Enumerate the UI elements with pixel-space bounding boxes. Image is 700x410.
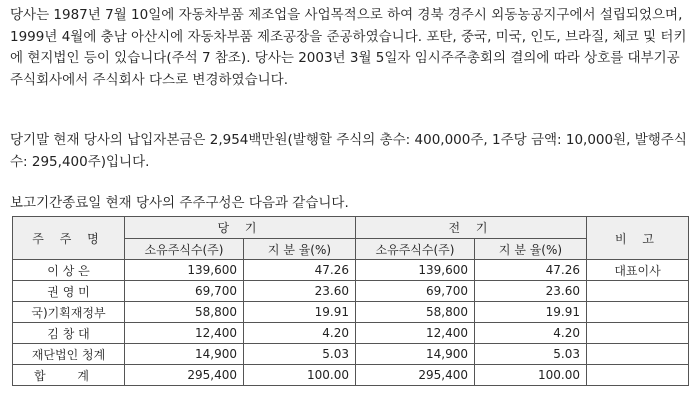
current-shares: 58,800 bbox=[125, 302, 244, 323]
prior-shares: 69,700 bbox=[356, 281, 475, 302]
current-shares: 139,600 bbox=[125, 260, 244, 281]
table-row bbox=[13, 323, 689, 344]
prior-ratio: 47.26 bbox=[475, 260, 587, 281]
row-note: 대표이사 bbox=[587, 260, 689, 281]
header-prior-shares: 소유주식수(주) bbox=[356, 239, 475, 260]
prior-shares: 58,800 bbox=[356, 302, 475, 323]
header-prior-ratio: 지 분 율(%) bbox=[475, 239, 587, 260]
company-overview-paragraph: 당사는 1987년 7월 10일에 자동차부품 제조업을 사업목적으로 하여 경북 경주시 외동농공지구에서 설립되었으며, 1999년 4월에 충남 아산시에 자동차부품 제조공장을 준공하였습니다. 포탄, 중국, 미국, 인도, 브라질, 체코 및 터키에 현지법인 등이 있습니다(주석 7 참조). 당사는 2003년 3월 5일자 임시주주총회의 결의에 따라 상호를 대부기공주식회사에서 주식회사 다스로 변경하였습니다. bbox=[10, 7, 687, 88]
row-note bbox=[587, 365, 689, 386]
table-row bbox=[13, 260, 689, 281]
current-ratio: 23.60 bbox=[244, 281, 356, 302]
row-note bbox=[587, 281, 689, 302]
shareholder-name: 이 상 은 bbox=[13, 260, 125, 281]
current-shares: 12,400 bbox=[125, 323, 244, 344]
current-ratio-total: 100.00 bbox=[244, 365, 356, 386]
current-shares-total: 295,400 bbox=[125, 365, 244, 386]
shareholder-name: 국)기획재정부 bbox=[13, 302, 125, 323]
row-note bbox=[587, 323, 689, 344]
current-ratio: 5.03 bbox=[244, 344, 356, 365]
current-shares: 69,700 bbox=[125, 281, 244, 302]
table-total-row bbox=[13, 365, 689, 386]
current-shares: 14,900 bbox=[125, 344, 244, 365]
table-row bbox=[13, 344, 689, 365]
prior-ratio: 5.03 bbox=[475, 344, 587, 365]
table-header-row bbox=[13, 217, 689, 239]
header-current-period: 당 기 bbox=[125, 217, 356, 239]
shareholder-name: 권 영 미 bbox=[13, 281, 125, 302]
shareholder-table bbox=[12, 216, 689, 386]
shareholder-intro-paragraph: 보고기간종료일 현재 당사의 주주구성은 다음과 같습니다. bbox=[10, 195, 349, 211]
row-note bbox=[587, 344, 689, 365]
header-prior-period: 전 기 bbox=[356, 217, 587, 239]
shareholder-name: 김 창 대 bbox=[13, 323, 125, 344]
current-ratio: 4.20 bbox=[244, 323, 356, 344]
prior-shares: 12,400 bbox=[356, 323, 475, 344]
header-shareholder: 주 주 명 bbox=[13, 217, 125, 260]
row-note bbox=[587, 302, 689, 323]
header-current-ratio: 지 분 율(%) bbox=[244, 239, 356, 260]
current-ratio: 47.26 bbox=[244, 260, 356, 281]
current-ratio: 19.91 bbox=[244, 302, 356, 323]
prior-shares-total: 295,400 bbox=[356, 365, 475, 386]
capital-paragraph: 당기말 현재 당사의 납입자본금은 2,954백만원(발행할 주식의 총수: 400,000주, 1주당 금액: 10,000원, 발행주식수: 295,400주)입니다. bbox=[10, 132, 687, 170]
table-row bbox=[13, 302, 689, 323]
total-label: 합 계 bbox=[13, 365, 125, 386]
prior-ratio: 4.20 bbox=[475, 323, 587, 344]
shareholder-name: 재단법인 청계 bbox=[13, 344, 125, 365]
header-note: 비 고 bbox=[587, 217, 689, 260]
prior-ratio: 23.60 bbox=[475, 281, 587, 302]
prior-ratio-total: 100.00 bbox=[475, 365, 587, 386]
prior-shares: 14,900 bbox=[356, 344, 475, 365]
header-current-shares: 소유주식수(주) bbox=[125, 239, 244, 260]
table-row bbox=[13, 281, 689, 302]
prior-shares: 139,600 bbox=[356, 260, 475, 281]
prior-ratio: 19.91 bbox=[475, 302, 587, 323]
